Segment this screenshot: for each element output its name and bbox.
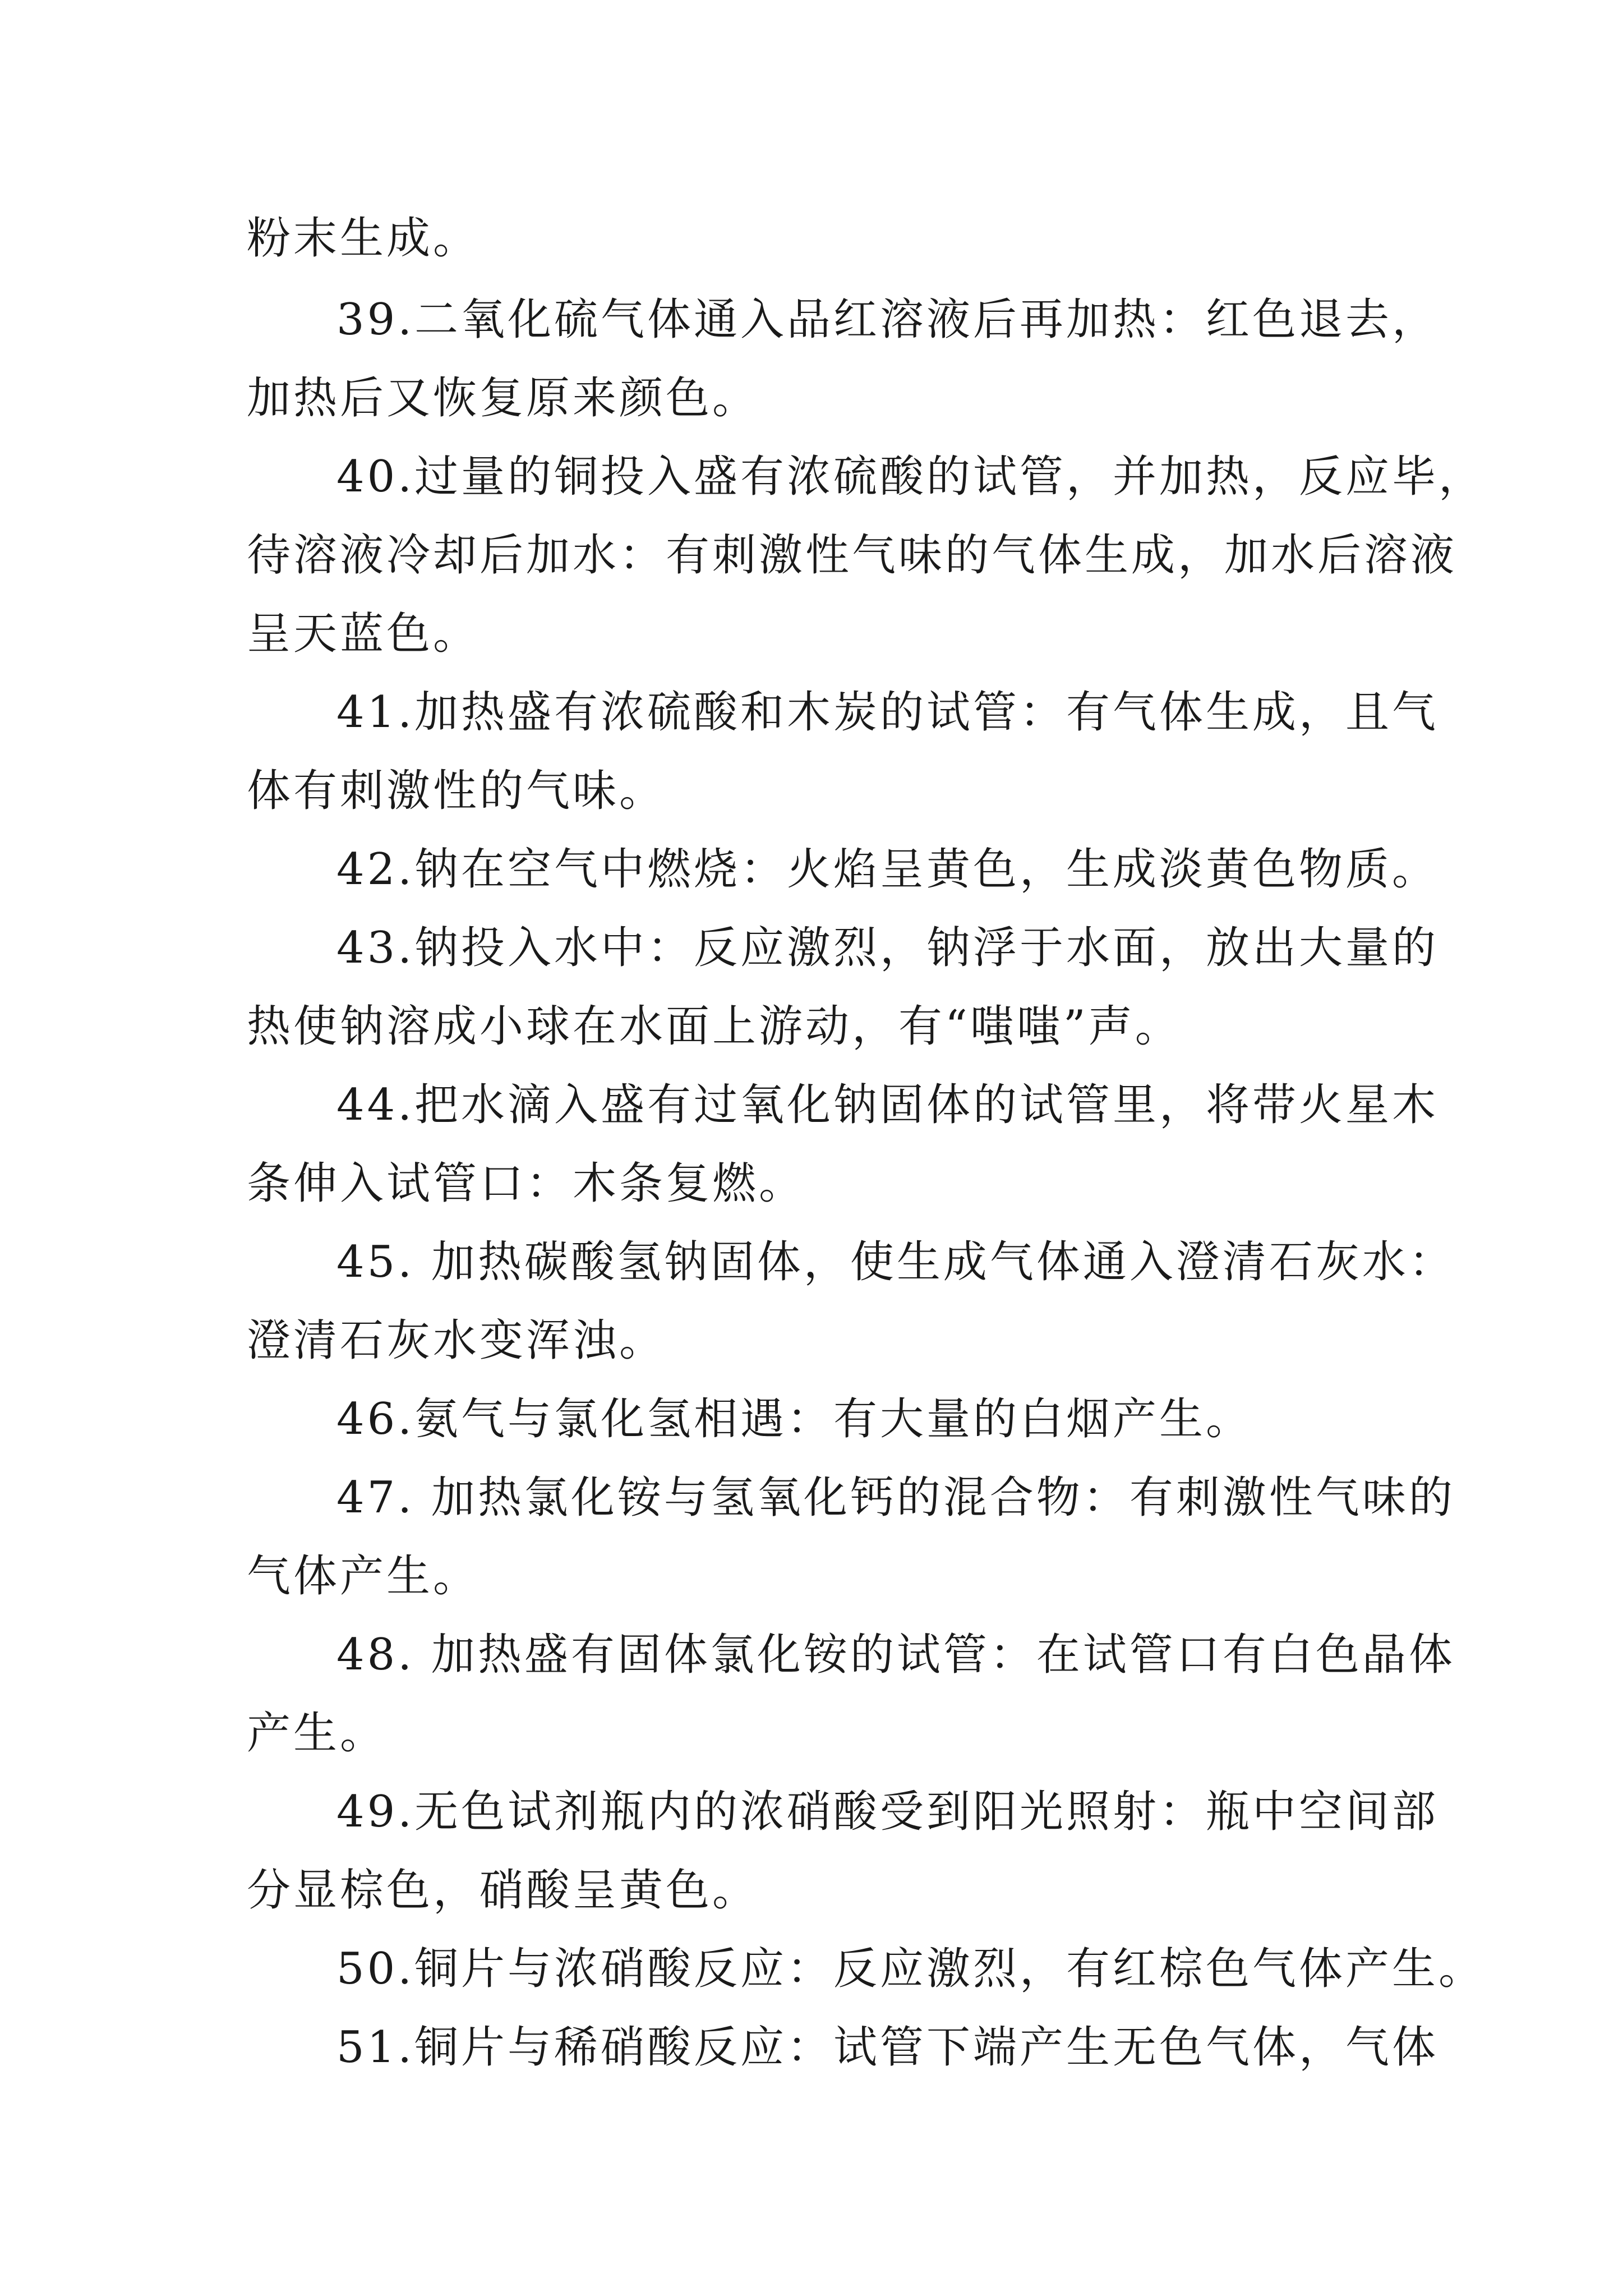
text-line: 40.过量的铜投入盛有浓硫酸的试管，并加热，反应毕， — [336, 452, 1486, 502]
text-line: 待溶液冷却后加水：有刺激性气味的气体生成，加水后溶液 — [247, 530, 1458, 581]
text-line: 分显棕色，硝酸呈黄色。 — [247, 1865, 759, 1916]
text-line: 条伸入试管口：木条复燃。 — [247, 1158, 806, 1209]
text-line: 42.钠在空气中燃烧：火焰呈黄色，生成淡黄色物质。 — [336, 844, 1439, 895]
text-line: 呈天蓝色。 — [247, 609, 480, 659]
text-line: 澄清石灰水变浑浊。 — [247, 1315, 666, 1366]
text-line: 体有刺激性的气味。 — [247, 766, 666, 816]
text-line: 45. 加热碳酸氢钠固体，使生成气体通入澄清石灰水： — [336, 1237, 1455, 1287]
text-line: 气体产生。 — [247, 1551, 480, 1602]
text-line: 49.无色试剂瓶内的浓硝酸受到阳光照射：瓶中空间部 — [336, 1787, 1439, 1837]
text-line: 43.钠投入水中：反应激烈，钠浮于水面，放出大量的 — [336, 923, 1439, 973]
text-line: 39.二氧化硫气体通入品红溶液后再加热：红色退去， — [336, 295, 1439, 345]
text-line: 44.把水滴入盛有过氧化钠固体的试管里，将带火星木 — [336, 1080, 1439, 1130]
text-line: 粉末生成。 — [247, 213, 480, 264]
text-line: 50.铜片与浓硝酸反应：反应激烈，有红棕色气体产生。 — [336, 1944, 1486, 1994]
text-line: 产生。 — [247, 1708, 387, 1759]
text-line: 48. 加热盛有固体氯化铵的试管：在试管口有白色晶体 — [336, 1630, 1455, 1680]
text-line: 加热后又恢复原来颜色。 — [247, 373, 759, 424]
text-line: 51.铜片与稀硝酸反应：试管下端产生无色气体，气体 — [336, 2022, 1439, 2073]
text-line: 41.加热盛有浓硫酸和木炭的试管：有气体生成，且气 — [336, 687, 1439, 738]
text-line: 热使钠溶成小球在水面上游动，有“嗤嗤”声。 — [247, 1001, 1182, 1052]
text-line: 46.氨气与氯化氢相遇：有大量的白烟产生。 — [336, 1394, 1253, 1444]
text-line: 47. 加热氯化铵与氢氧化钙的混合物：有刺激性气味的 — [336, 1473, 1455, 1523]
